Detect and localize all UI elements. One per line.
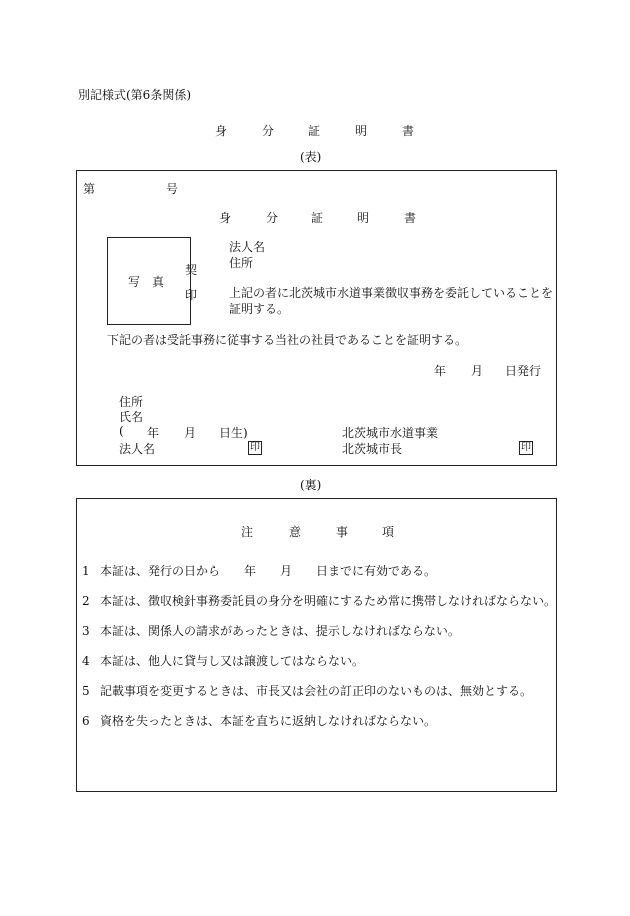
card-title-char: 分	[266, 211, 279, 225]
card-title-char: 明	[357, 211, 370, 225]
notes-item	[82, 562, 436, 579]
tally-seal-char: 印	[185, 288, 198, 302]
card-title-char: 身	[219, 211, 232, 225]
corp-signer-label: 法人名	[119, 442, 156, 456]
notes-item	[82, 652, 364, 669]
employee-statement: 下記の者は受託事務に従事する当社の社員であることを証明する。	[107, 333, 468, 347]
notes-item-text: 本証は、他人に貸与し又は譲渡してはならない。	[100, 654, 365, 668]
person-name-label: 氏名	[119, 410, 144, 424]
issue-day: 日発行	[505, 364, 542, 378]
main-title-char: 身	[215, 124, 228, 138]
notes-item-text: 資格を失ったときは、本証を直ちに返納しなければならない。	[100, 714, 437, 728]
back-label: (裏)	[300, 478, 322, 492]
notes-item-text: 記載事項を変更するときは、市長又は会社の訂正印のないものは、無効とする。	[100, 684, 533, 698]
issue-year: 年	[434, 364, 447, 378]
notes-item-text: 本証は、発行の日から 年 月 日までに有効である。	[100, 564, 437, 578]
notes-item-text: 本証は、徴収検針事務委託員の身分を明確にするため常に携帯しなければならない。	[100, 594, 557, 608]
form-label: 別記様式(第6条関係)	[78, 88, 191, 102]
notes-title-char: 意	[289, 525, 302, 539]
birth-year: 年	[147, 426, 160, 440]
address-label: 住所	[229, 256, 254, 270]
notes-item-number: 5	[82, 684, 90, 698]
notes-title-char: 注	[241, 525, 254, 539]
card-title-char: 書	[404, 211, 417, 225]
number-suffix: 号	[166, 182, 179, 196]
notes-title-char: 項	[382, 525, 395, 539]
notes-item-number: 3	[82, 624, 90, 638]
notes-item-number: 6	[82, 714, 90, 728]
notes-item	[82, 712, 436, 729]
notes-item	[82, 682, 532, 699]
birth-open: (	[119, 424, 124, 438]
entrust-text-line1: 上記の者に北茨城市水道事業徴収事務を委託していることを	[229, 286, 554, 300]
corp-name-label: 法人名	[229, 240, 266, 254]
tally-seal-char: 契	[185, 263, 198, 277]
notes-title-char: 事	[336, 525, 349, 539]
front-card	[76, 170, 557, 466]
entrust-text-line2: 証明する。	[229, 302, 290, 316]
main-title-char: 分	[262, 124, 275, 138]
card-title-char: 証	[311, 211, 324, 225]
notes-item-number: 2	[82, 594, 90, 608]
issue-month: 月	[471, 364, 484, 378]
corp-seal-mark: 印	[250, 442, 260, 453]
notes-item-text: 本証は、関係人の請求があったときは、提示しなければならない。	[100, 624, 460, 638]
main-title-char: 明	[355, 124, 368, 138]
photo-frame	[107, 237, 191, 325]
photo-label: 写 真	[128, 275, 165, 289]
issuer-line1: 北茨城市水道事業	[342, 426, 439, 440]
notes-item-number: 1	[82, 564, 90, 578]
main-title-char: 証	[308, 124, 321, 138]
number-prefix: 第	[83, 182, 96, 196]
notes-item	[82, 592, 556, 609]
birth-month: 月	[184, 426, 197, 440]
notes-item	[82, 622, 460, 639]
issuer-seal-mark: 印	[521, 442, 531, 453]
back-card	[76, 498, 557, 792]
main-title-char: 書	[402, 124, 415, 138]
front-label: (表)	[300, 150, 322, 164]
issuer-line2: 北茨城市長	[342, 442, 403, 456]
birth-day: 日生)	[219, 426, 248, 440]
notes-item-number: 4	[82, 654, 90, 668]
person-address-label: 住所	[119, 395, 144, 409]
